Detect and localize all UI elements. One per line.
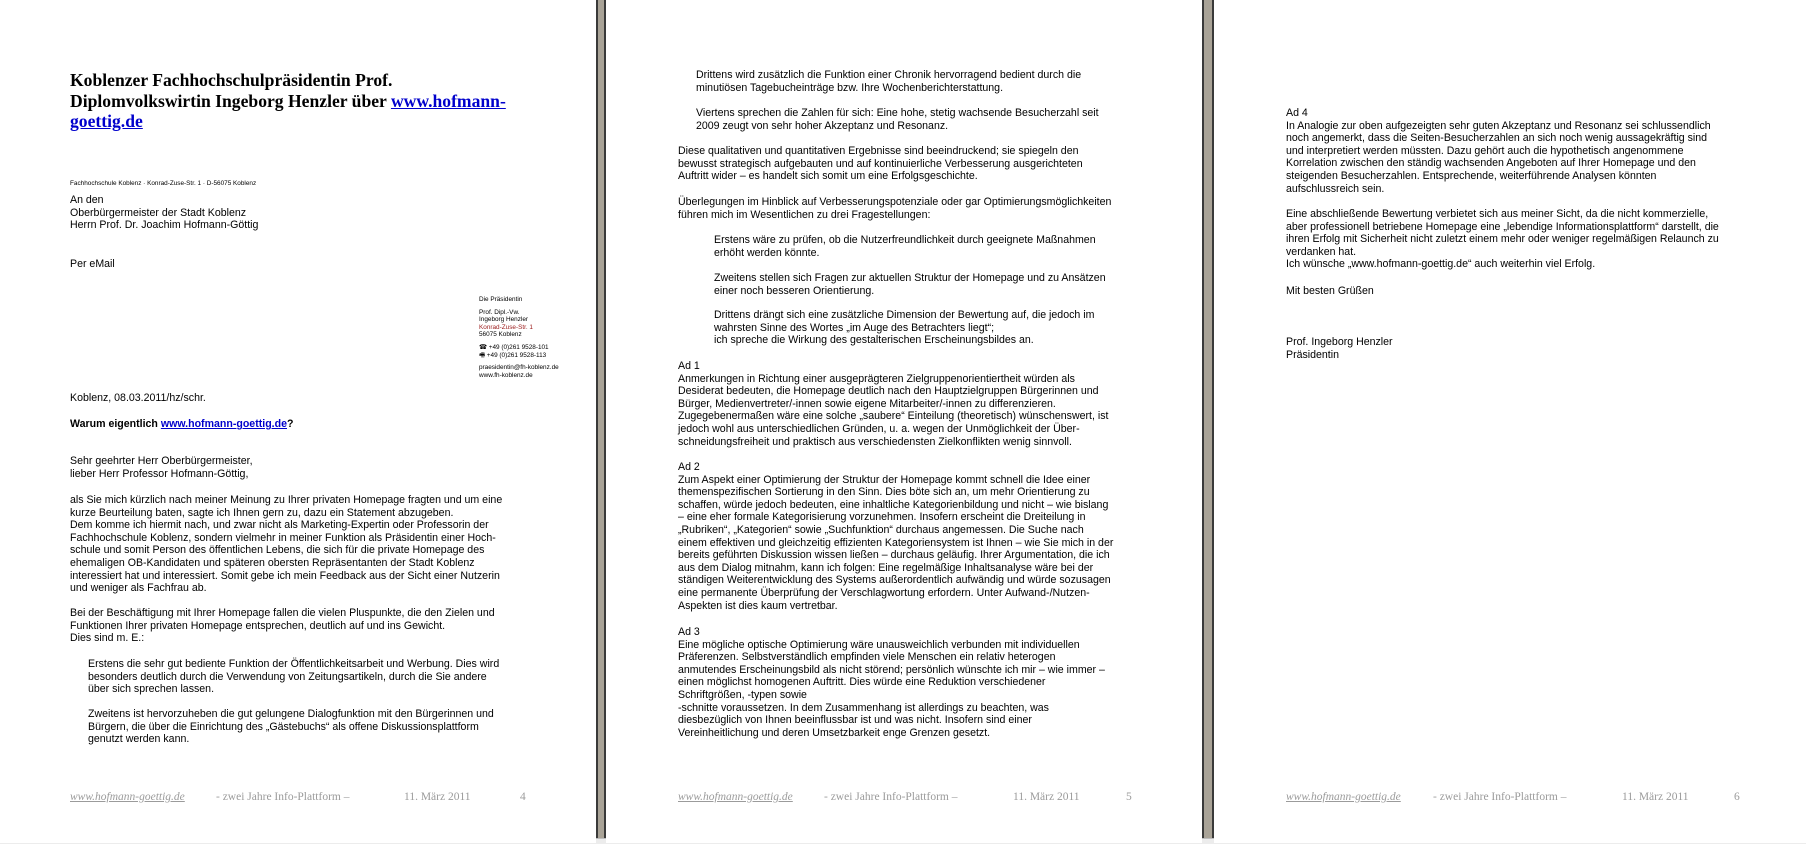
list-item <box>696 69 1081 94</box>
contact-web: www.fh-koblenz.de <box>479 371 533 379</box>
text-line: Überlegungen im Hinblick auf Verbesserungspotenziale oder gar Optimierungsmöglichkeiten <box>678 196 1112 208</box>
text-line: bewusst strategisch aufgebauten und auf kontinuierliche Verbesserung ausgerichteten <box>678 157 1083 170</box>
text-line: In Analogie zur oben aufgezeigten sehr guten Akzeptanz und Resonanz sei schlussendlich <box>1286 119 1711 132</box>
text-line: aus dem Dialog mitnahm, kann ich folgen: Eine regelmäßige Inhaltsanalyse wäre bei der <box>678 561 1094 574</box>
text-line: „Rubriken“, „Kategorien“ sowie „Suchfunktion“ durchaus angemessen. Die Suche nach <box>678 523 1084 536</box>
text-line: Bei der Beschäftigung mit Ihrer Homepage fallen die vielen Pluspunkte, die den Zielen und <box>70 607 495 619</box>
text-line: themenspezifischen Sortierung in den Sinn. Dies böte sich an, um mehr Orientierung zu <box>678 486 1090 499</box>
contact-email: praesidentin@fh-koblenz.de <box>479 364 559 372</box>
text-line: Auftritt wider – es handelt sich somit um eine Erfolgsgeschichte. <box>678 170 978 183</box>
text-line: Funktionen Ihrer privaten Homepage entsprechen, deutlich auf und ins Gewicht. <box>70 619 446 632</box>
section-heading: Ad 3 <box>678 626 700 638</box>
text-line: aber professionell betriebene Homepage eine „lebendige Informationsplattform“ darstellt, die <box>1286 220 1719 233</box>
footer-link-text[interactable]: www.hofmann-goettig.de <box>1286 791 1401 803</box>
recipient-line: An den <box>70 194 104 206</box>
footer-link[interactable] <box>678 791 793 803</box>
list-item <box>714 272 1106 297</box>
list-item <box>88 708 494 746</box>
section-ad4 <box>1286 107 1711 195</box>
page-gutter <box>1202 0 1214 843</box>
text-line: einem effektiven und gleichzeitig effizienten Kategoriensystem ist Ihnen – wie Sie mich in der <box>678 536 1114 549</box>
document-page-6 <box>1214 0 1806 843</box>
text-line: Anmerkungen in Richtung einer ausgeprägteren Zielgruppenorientiertheit würden als <box>678 372 1075 385</box>
document-page-4 <box>0 0 596 843</box>
list-item <box>714 234 1096 259</box>
contact-street: Konrad-Zuse-Str. 1 <box>479 323 533 331</box>
text-line: Eine abschließende Bewertung verbietet sich aus meiner Sicht, da die nicht kommerzielle, <box>1286 208 1709 220</box>
text-line: einer noch besseren Orientierung. <box>714 284 875 297</box>
paragraph <box>70 494 502 595</box>
title-line-2 <box>70 91 506 112</box>
text-line: besonders deutlich durch die Verwendung von Zeitungsartikeln, durch die Sie andere <box>88 670 487 683</box>
text-line: Vereinheitlichung und deren Umsetzbarkeit enge Grenzen gesetzt. <box>678 726 991 739</box>
contact-block <box>479 296 559 379</box>
text-line: Aspekten ist dies kaum vertretbar. <box>678 599 838 612</box>
text-line: – eine eher formale Kategorisierung vorzunehmen. Insofern erscheint die Dreiteilung in <box>678 511 1086 524</box>
salutation-line: Sehr geehrter Herr Oberbürgermeister, <box>70 455 253 467</box>
text-line: ständigen Weiterentwicklung des Systems außerordentlich aufwändig und würde sozusagen <box>678 574 1111 587</box>
footer-link[interactable] <box>1286 791 1401 803</box>
text-line: ich spreche die Wirkung des gestalterischen Erscheinungsbildes an. <box>714 334 1034 347</box>
text-line: bereits geführten Diskussion wissen ließen – durchaus geläufig. Ihrer Argumentation, die ich <box>678 549 1110 562</box>
page-gutter <box>596 0 606 843</box>
text-line: diesbezüglich von Ihnen beeinflussbar ist und was nicht. Insofern sind einer <box>678 714 1032 727</box>
regards: Mit besten Grüßen <box>1286 285 1374 297</box>
contact-name: Ingeborg Henzler <box>479 316 529 324</box>
text-line: Dem komme ich hiermit nach, und zwar nicht als Marketing-Expertin oder Professorin der <box>70 519 489 532</box>
text-line: Eine mögliche optische Optimierung wäre unausweichlich verbunden mit individuellen <box>678 638 1080 651</box>
text-line: Bürger, Medienvertreter/-innen sowie eigene Mitarbeiter/-innen zu differenzieren. <box>678 397 1056 410</box>
text-line: schneidungsfreiheit und praktisch aus verschiedensten Zielkonflikten wenig sinnvoll. <box>678 435 1072 448</box>
per-email: Per eMail <box>70 258 115 270</box>
contact-city: 56075 Koblenz <box>479 331 522 339</box>
text-line: schaffen, würde jedoch bedeuten, eine inhaltliche Kategorienbildung und nicht – wie bislang <box>678 498 1109 511</box>
footer-link[interactable] <box>70 791 185 803</box>
text-line: erhöht werden könnte. <box>714 246 820 259</box>
text-line: Zum Aspekt einer Optimierung der Struktur der Homepage kommt schnell die Idee einer <box>678 473 1091 486</box>
text-line: ehemaligen OB-Kandidaten und späteren obersten Repräsentanten der Stadt Koblenz <box>70 556 475 569</box>
section-heading: Ad 4 <box>1286 107 1308 119</box>
footer-date: 11. März 2011 <box>1013 791 1080 803</box>
text-line: interessiert hat und interessiert. Somit gebe ich mein Feedback aus der Sicht einer Nutzerin <box>70 569 500 582</box>
title-line-3 <box>70 111 506 132</box>
contact-name: Prof. Dipl.-Vw. <box>479 308 520 316</box>
list-item <box>714 309 1094 347</box>
text-line: Drittens drängt sich eine zusätzliche Dimension der Bewertung auf, die jedoch im <box>714 309 1095 321</box>
section-ad1 <box>678 360 1108 448</box>
title-link[interactable]: goettig.de <box>70 111 143 131</box>
text-line: und interpretiert werden müssten. Dazu gehört auch die hypothetisch angenommene <box>1286 144 1684 157</box>
text-line: eine permanente Überprüfung der Verschlagwortung erfordern. Unter Aufwand-/Nutzen- <box>678 586 1090 599</box>
recipient-block <box>70 194 258 232</box>
signature-name: Prof. Ingeborg Henzler <box>1286 336 1393 348</box>
title-text: Diplomvolkswirtin Ingeborg Henzler über <box>70 90 391 111</box>
text-line: einen möglichst homogenen Auftritt. Dies würde eine Reduktion verschiedener <box>678 676 1046 689</box>
text-line: Dies sind m. E.: <box>70 632 145 645</box>
signature-block <box>1286 336 1393 361</box>
contact-phone: ☎ +49 (0)261 9528-101 <box>479 343 549 351</box>
title-line-1: Koblenzer Fachhochschulpräsidentin Prof. <box>70 70 393 90</box>
section-ad2 <box>678 461 1113 612</box>
text-line: steigenden Besucherzahlen. Entsprechende, weiterführende Analysen könnten <box>1286 169 1657 182</box>
list-item <box>88 658 499 696</box>
list-item <box>696 107 1099 132</box>
footer-date: 11. März 2011 <box>1622 791 1689 803</box>
recipient-line: Herrn Prof. Dr. Joachim Hofmann-Göttig <box>70 219 259 232</box>
text-line: Diese qualitativen und quantitativen Ergebnisse sind beeindruckend; sie spiegeln den <box>678 145 1079 157</box>
text-line: führen mich im Wesentlichen zu drei Fragestellungen: <box>678 208 931 221</box>
text-line: -schnitte voraussetzen. In dem Zusammenhang ist allerdings zu beachten, was <box>678 701 1049 714</box>
text-line: Desiderat bedeuten, die Homepage deutlich nach den Hauptzielgruppen Bürgerinnen und <box>678 385 1099 398</box>
contact-fax: 🖷 +49 (0)261 9528-113 <box>479 351 547 359</box>
subject-text: Warum eigentlich <box>70 418 161 430</box>
letter-subject <box>70 418 293 431</box>
paragraph <box>678 145 1083 183</box>
text-line: ihren Erfolg mit Sicherheit nicht zuletzt einem mehr oder weniger regelmäßigen Relaunch zu <box>1286 233 1719 246</box>
contact-role: Die Präsidentin <box>479 296 523 303</box>
title-link[interactable]: www.hofmann- <box>390 90 506 111</box>
text-line: 2009 zeugt von sehr hoher Akzeptanz und Resonanz. <box>696 119 949 132</box>
text-line: Bürgern, die über die Einrichtung des „Gästebuchs“ als offene Diskussionsplattform <box>88 720 479 733</box>
text-line: minutiösen Tagebucheinträge bzw. Ihre Wochenberichterstattung. <box>696 81 1004 94</box>
sender-line: Fachhochschule Koblenz · Konrad-Zuse-Str. 1 · D-56075 Koblenz <box>70 180 257 187</box>
page-number: 4 <box>520 791 526 803</box>
text-line: jedoch wohl aus unterschiedlichen Gründen, u. a. wegen der Unmöglichkeit der Über- <box>678 422 1080 435</box>
recipient-line: Oberbürgermeister der Stadt Koblenz <box>70 206 247 219</box>
footer-date: 11. März 2011 <box>404 791 471 803</box>
text-line: und weniger als Fachfrau ab. <box>70 582 207 595</box>
text-line: Zweitens stellen sich Fragen zur aktuellen Struktur der Homepage und zu Ansätzen <box>714 272 1106 284</box>
paragraph <box>1286 208 1719 271</box>
text-line: Korrelation zwischen den ständig wachsenden Angeboten auf Ihrer Homepage und den <box>1286 157 1696 170</box>
text-line: Schriftgrößen, -typen sowie <box>678 688 807 701</box>
text-line: verdanken hat. <box>1286 245 1357 258</box>
page-title <box>70 70 506 132</box>
text-line: anmutendes Erscheinungsbild als nicht störend; persönlich wünschte ich mir – wie immer – <box>678 663 1105 676</box>
paragraph <box>70 607 495 645</box>
text-line: als Sie mich kürzlich nach meiner Meinung zu Ihrer privaten Homepage fragten und um eine <box>70 494 503 506</box>
footer-middle: - zwei Jahre Info-Plattform – <box>1433 791 1567 803</box>
salutation-line: lieber Herr Professor Hofmann-Göttig, <box>70 467 249 480</box>
text-line: kurze Beurteilung baten, sagte ich Ihnen gern zu, dazu ein Statement abzugeben. <box>70 506 454 519</box>
salutation <box>70 455 253 480</box>
text-line: über sich sprechen lassen. <box>88 683 215 696</box>
letter-date: Koblenz, 08.03.2011/hz/schr. <box>70 392 206 404</box>
text-line: Ich wünsche „www.hofmann-goettig.de“ auch weiterhin viel Erfolg. <box>1286 258 1596 271</box>
text-line: Zweitens ist hervorzuheben die gut gelungene Dialogfunktion mit den Bürgerinnen und <box>88 708 494 720</box>
text-line: aufschlussreich sein. <box>1286 182 1385 195</box>
footer-middle: - zwei Jahre Info-Plattform – <box>824 791 958 803</box>
section-ad3 <box>678 626 1105 739</box>
page-number: 6 <box>1734 791 1740 803</box>
text-line: Erstens die sehr gut bediente Funktion der Öffentlichkeitsarbeit und Werbung. Dies wird <box>88 658 500 670</box>
section-heading: Ad 1 <box>678 360 700 372</box>
subject-link[interactable]: www.hofmann-goettig.de <box>160 418 287 430</box>
text-line: noch angemerkt, dass die Seiten-Besucherzahlen an sich noch wenig aussagekräftig sind <box>1286 132 1708 145</box>
footer-link-text[interactable]: www.hofmann-goettig.de <box>70 791 185 803</box>
text-line: wahrsten Sinne des Wortes „im Auge des Betrachters liegt“; <box>714 321 995 334</box>
document-page-5 <box>606 0 1202 843</box>
page-number: 5 <box>1126 791 1132 803</box>
text-line: Viertens sprechen die Zahlen für sich: Eine hohe, stetig wachsende Besucherzahl seit <box>696 107 1099 119</box>
footer-middle: - zwei Jahre Info-Plattform – <box>216 791 350 803</box>
footer-link-text[interactable]: www.hofmann-goettig.de <box>678 791 793 803</box>
subject-text: ? <box>286 418 294 430</box>
section-heading: Ad 2 <box>678 461 700 473</box>
text-line: schule und somit Person des öffentlichen Lebens, die sich für die private Homepage des <box>70 544 485 557</box>
paragraph <box>678 196 1111 221</box>
text-line: Drittens wird zusätzlich die Funktion einer Chronik hervorragend bedient durch die <box>696 69 1082 81</box>
text-line: Präferenzen. Selbstverständlich empfinden viele Menschen ein relativ heterogen <box>678 651 1056 664</box>
text-line: Zugegebenermaßen wäre eine solche „saubere“ Einteilung (theoretisch) wünschenswert, ist <box>678 410 1109 423</box>
signature-role: Präsidentin <box>1286 348 1339 361</box>
text-line: Erstens wäre zu prüfen, ob die Nutzerfreundlichkeit durch geeignete Maßnahmen <box>714 234 1096 246</box>
text-line: genutzt werden kann. <box>88 733 190 746</box>
text-line: Fachhochschule Koblenz, sondern vielmehr in meiner Funktion als Präsidentin einer Hoch- <box>70 531 496 544</box>
